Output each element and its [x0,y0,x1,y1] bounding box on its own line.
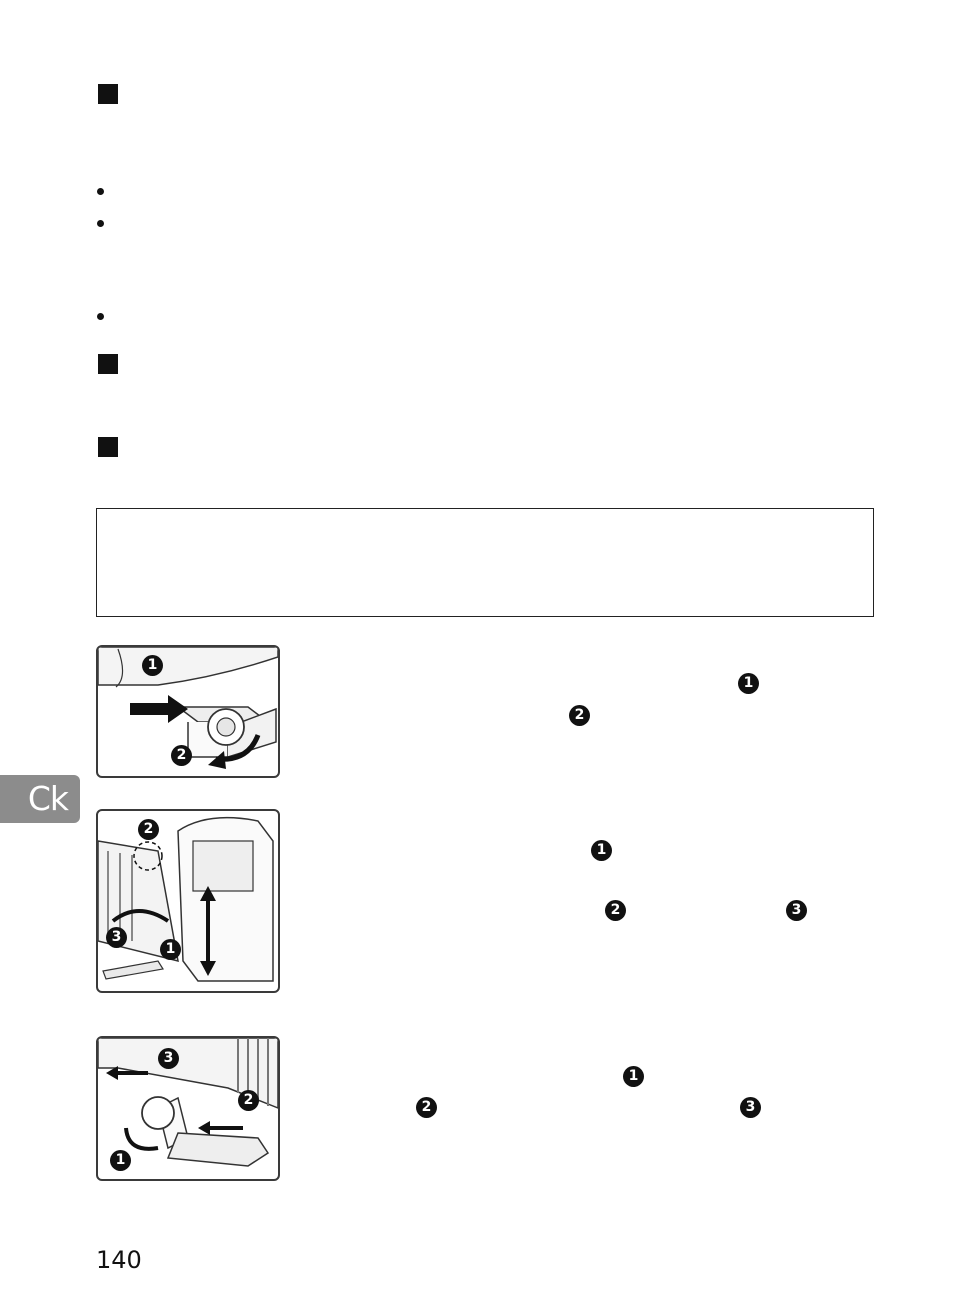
bullet-dot [97,188,104,195]
figure-callout-badge: 2 [171,745,192,766]
step-badge: 2 [416,1097,437,1118]
bullet-dot [97,220,104,227]
language-tab: Ck [0,775,80,823]
bullet-dot [97,313,104,320]
step-badge: 3 [740,1097,761,1118]
step-badge: 2 [569,705,590,726]
figure-attach-foot [96,645,280,778]
figure-callout-badge: 2 [238,1090,259,1111]
figure-callout-badge: 1 [142,655,163,676]
figure-detach-foot [96,1036,280,1181]
figure-rotate-camera [96,809,280,993]
section-marker-square [98,437,118,457]
figure-callout-badge: 3 [158,1048,179,1069]
figure-callout-badge: 1 [110,1150,131,1171]
figure-callout-badge: 1 [160,939,181,960]
section-marker-square [98,84,118,104]
figure-callout-badge: 3 [106,927,127,948]
note-box [96,508,874,617]
step-badge: 3 [786,900,807,921]
step-badge: 1 [623,1066,644,1087]
section-marker-square [98,354,118,374]
step-badge: 1 [738,673,759,694]
step-badge: 1 [591,840,612,861]
camera-rotation-illustration [98,811,278,991]
figure-callout-badge: 2 [138,819,159,840]
page-number: 140 [96,1246,142,1274]
step-badge: 2 [605,900,626,921]
